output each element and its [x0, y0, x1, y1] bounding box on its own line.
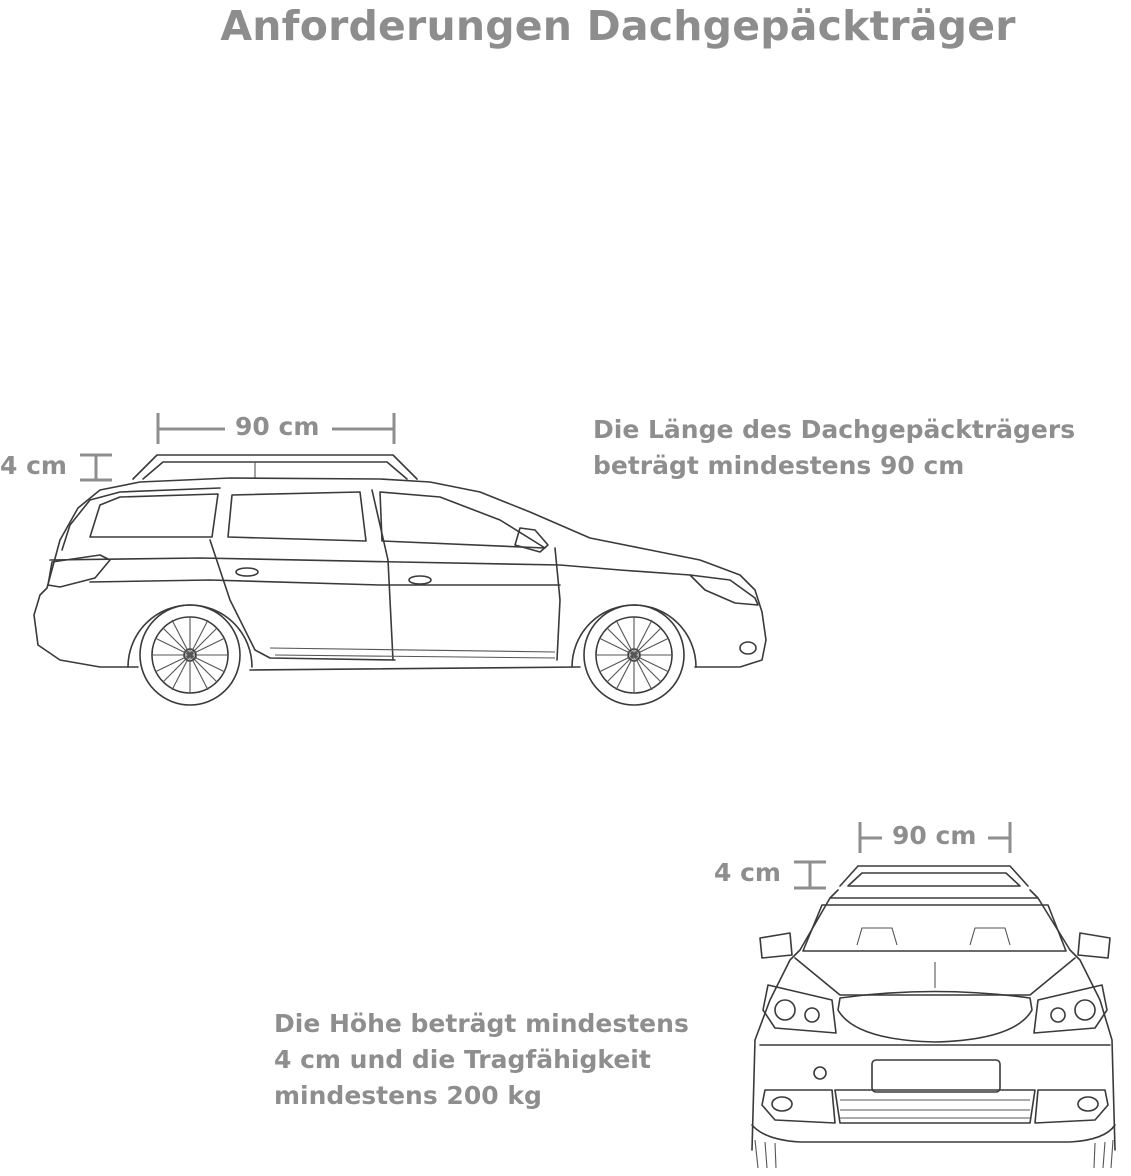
side-view-car — [34, 455, 766, 705]
front-height-label: 4 cm — [714, 858, 781, 887]
front-view-car — [752, 866, 1115, 1168]
side-length-label: 90 cm — [235, 412, 320, 441]
side-height-label: 4 cm — [0, 451, 67, 480]
side-description-line2: beträgt mindestens 90 cm — [593, 451, 965, 480]
front-length-label: 90 cm — [892, 821, 977, 850]
front-height-dimension — [794, 862, 826, 888]
page-title: Anforderungen Dachgepäckträger — [220, 2, 1016, 50]
side-roof-rack — [133, 455, 417, 479]
front-description — [274, 1006, 689, 1114]
rear-wheel — [128, 605, 252, 705]
side-description — [593, 412, 1075, 484]
front-wheel — [572, 605, 696, 705]
side-height-dimension — [80, 455, 112, 480]
front-roof-rack — [840, 866, 1028, 886]
front-description-line3: mindestens 200 kg — [274, 1081, 542, 1110]
side-description-line1: Die Länge des Dachgepäckträgers — [593, 415, 1076, 444]
front-description-line2: 4 cm und die Tragfähigkeit — [274, 1045, 651, 1074]
front-description-line1: Die Höhe beträgt mindestens — [274, 1009, 689, 1038]
